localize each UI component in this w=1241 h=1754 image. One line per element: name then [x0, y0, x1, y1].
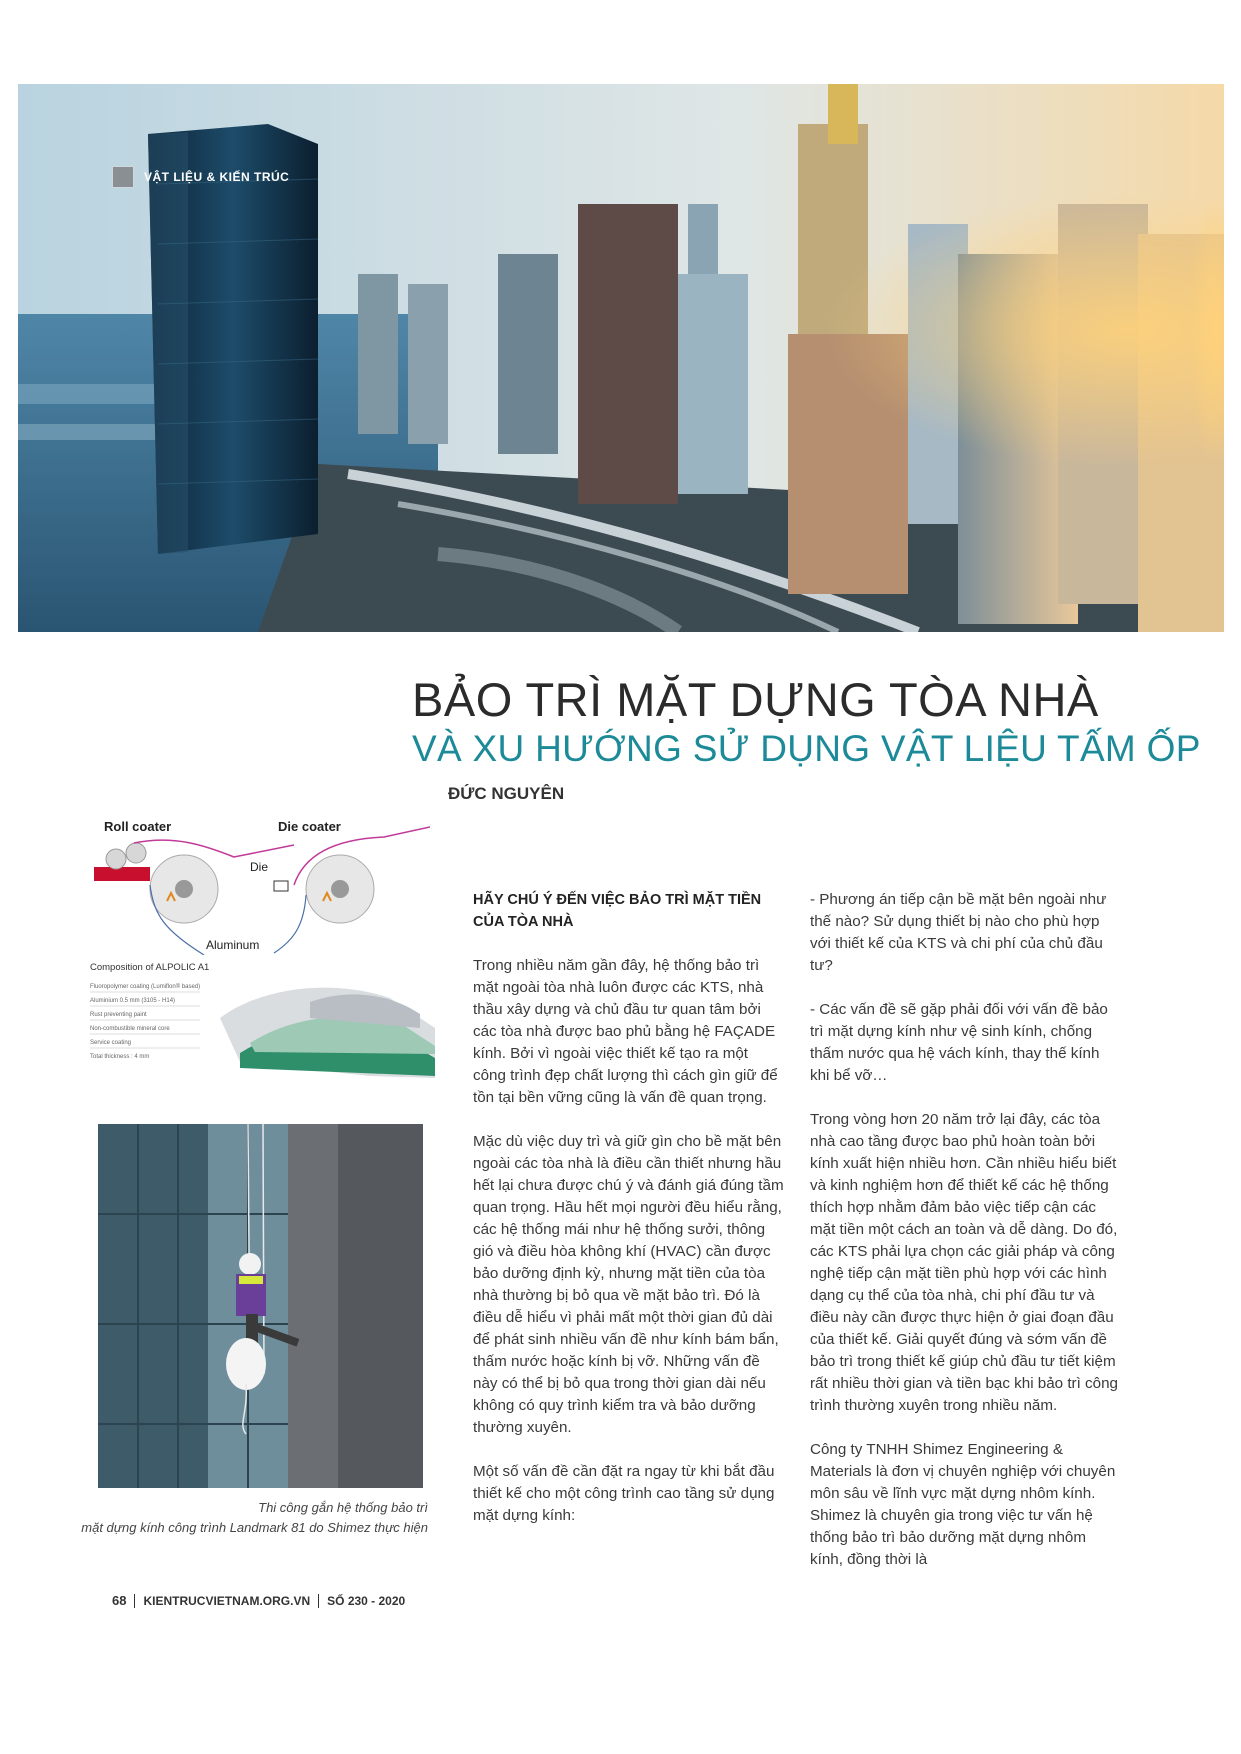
- text-column-2: [810, 889, 1122, 1593]
- die-coater-label: Die coater: [278, 819, 341, 834]
- article-subtitle: VÀ XU HƯỚNG SỬ DỤNG VẬT LIỆU TẤM ỐP: [412, 728, 1201, 769]
- aluminum-label: Aluminum: [206, 938, 260, 952]
- paragraph: Trong vòng hơn 20 năm trở lại đây, các tòa nhà cao tầng được bao phủ hoàn toàn bởi kính xuất hiện nhiều hơn. Cần nhiều hiểu biết và kinh nghiệm hơn để thiết kế các hệ thống thích hợp nhằm đảm bảo việc tiếp cận các mặt tiền một cách an toàn và dễ dàng. Do đó, các KTS phải lựa chọn các giải pháp và công nghệ tiếp cận mặt tiền phù hợp với các hình dạng cụ thể của tòa nhà, chi phí đầu tư và điều này cần được thực hiện ở giai đoạn đầu của thiết kế. Giải quyết đúng và sớm vấn đề bảo trì trong thiết kế giúp chủ đầu tư tiết kiệm rất nhiều thời gian và tiền bạc khi bảo trì công trình thường xuyên trong nhiều năm.: [810, 1111, 1118, 1414]
- photo-caption: [60, 1498, 428, 1538]
- alpolic-layer: Fluoropolymer coating (Lumiflon® based): [90, 984, 201, 990]
- roll-coater-label: Roll coater: [104, 819, 172, 834]
- footer-divider: [134, 1594, 135, 1608]
- alpolic-layer: Rust preventing paint: [90, 1012, 147, 1018]
- caption-line: mặt dựng kính công trình Landmark 81 do Shimez thực hiện: [81, 1520, 428, 1535]
- page-footer: [112, 1593, 405, 1608]
- paragraph: Một số vấn đề cần đặt ra ngay từ khi bắt đầu thiết kế cho một công trình cao tầng sử dụng mặt dựng kính:: [473, 1463, 775, 1524]
- alpolic-layer: Service coating: [90, 1040, 132, 1046]
- article-title: BẢO TRÌ MẶT DỰNG TÒA NHÀ: [412, 673, 1099, 726]
- paragraph: Mặc dù việc duy trì và giữ gìn cho bề mặt bên ngoài các tòa nhà là điều cần thiết nhưng hầu hết lại chưa được chú ý và đánh giá đúng tầm quan trọng. Hầu hết mọi người đều hiểu rằng, các hệ thống mái như hệ thống sưởi, thông gió và điều hòa không khí (HVAC) cần được bảo dưỡng định kỳ, nhưng mặt tiền của tòa nhà thường bị bỏ qua về mặt bảo trì. Đó là điều dễ hiểu vì phải mất một thời gian đủ dài để phát sinh nhiều vấn đề như kính bám bẩn, thấm nước hoặc kính bị vỡ. Những vấn đề này có thể bị bỏ qua trong thời gian dài nếu không có quy trình kiểm tra và bảo dưỡng thường xuyên.: [473, 1133, 784, 1436]
- footer-divider: [318, 1594, 319, 1608]
- section-tag-label: VẬT LIỆU & KIẾN TRÚC: [144, 170, 290, 184]
- paragraph: - Phương án tiếp cận bề mặt bên ngoài như thế nào? Sử dụng thiết bị nào cho phù hợp với thiết kế của KTS và chi phí của chủ đầu tư?: [810, 891, 1107, 974]
- paragraph: Công ty TNHH Shimez Engineering & Materials là đơn vị chuyên nghiệp với chuyên môn sâu về lĩnh vực mặt dựng nhôm kính. Shimez là chuyên gia trong việc tư vấn hệ thống bảo trì bảo dưỡng mặt dựng nhôm kính, đồng thời là: [810, 1441, 1116, 1568]
- alpolic-layer: Non-combustible mineral core: [90, 1026, 170, 1032]
- article-author: ĐỨC NGUYÊN: [448, 784, 565, 803]
- section-subheading: HÃY CHÚ Ý ĐẾN VIỆC BẢO TRÌ MẶT TIỀN CỦA TÒA NHÀ: [473, 892, 762, 930]
- facade-maintenance-photo: [98, 1124, 423, 1488]
- die-label: Die: [250, 860, 269, 874]
- section-icon: [112, 166, 134, 188]
- paragraph: - Các vấn đề sẽ gặp phải đối với vấn đề bảo trì mặt dựng kính như vệ sinh kính, chống thấm nước qua hệ vách kính, thay thế kính khi bể vỡ…: [810, 1001, 1108, 1084]
- alpolic-composition-diagram: [90, 958, 435, 1083]
- website-link[interactable]: KIENTRUCVIETNAM.ORG.VN: [143, 1593, 311, 1608]
- alpolic-total: Total thickness : 4 mm: [90, 1054, 150, 1060]
- page-number: 68: [112, 1593, 127, 1608]
- paragraph: Trong nhiều năm gần đây, hệ thống bảo trì mặt ngoài tòa nhà luôn được các KTS, nhà thầu xây dựng và chủ đầu tư quan tâm bởi các tòa nhà được bao phủ bằng hệ FAÇADE kính. Bởi vì ngoài việc thiết kế tạo ra một công trình đẹp chất lượng thì cách gìn giữ để tồn tại bền vững cũng là vấn đề quan trọng.: [473, 957, 778, 1106]
- coater-diagram: [94, 815, 430, 955]
- caption-line: Thi công gắn hệ thống bảo trì: [258, 1500, 428, 1515]
- issue-number: SỐ 230 - 2020: [327, 1593, 406, 1608]
- alpolic-heading: Composition of ALPOLIC A1: [90, 962, 210, 973]
- section-tag: [112, 166, 289, 188]
- text-column-1: [473, 889, 785, 1549]
- alpolic-layer: Aluminium 0.5 mm (3105 - H14): [90, 998, 176, 1004]
